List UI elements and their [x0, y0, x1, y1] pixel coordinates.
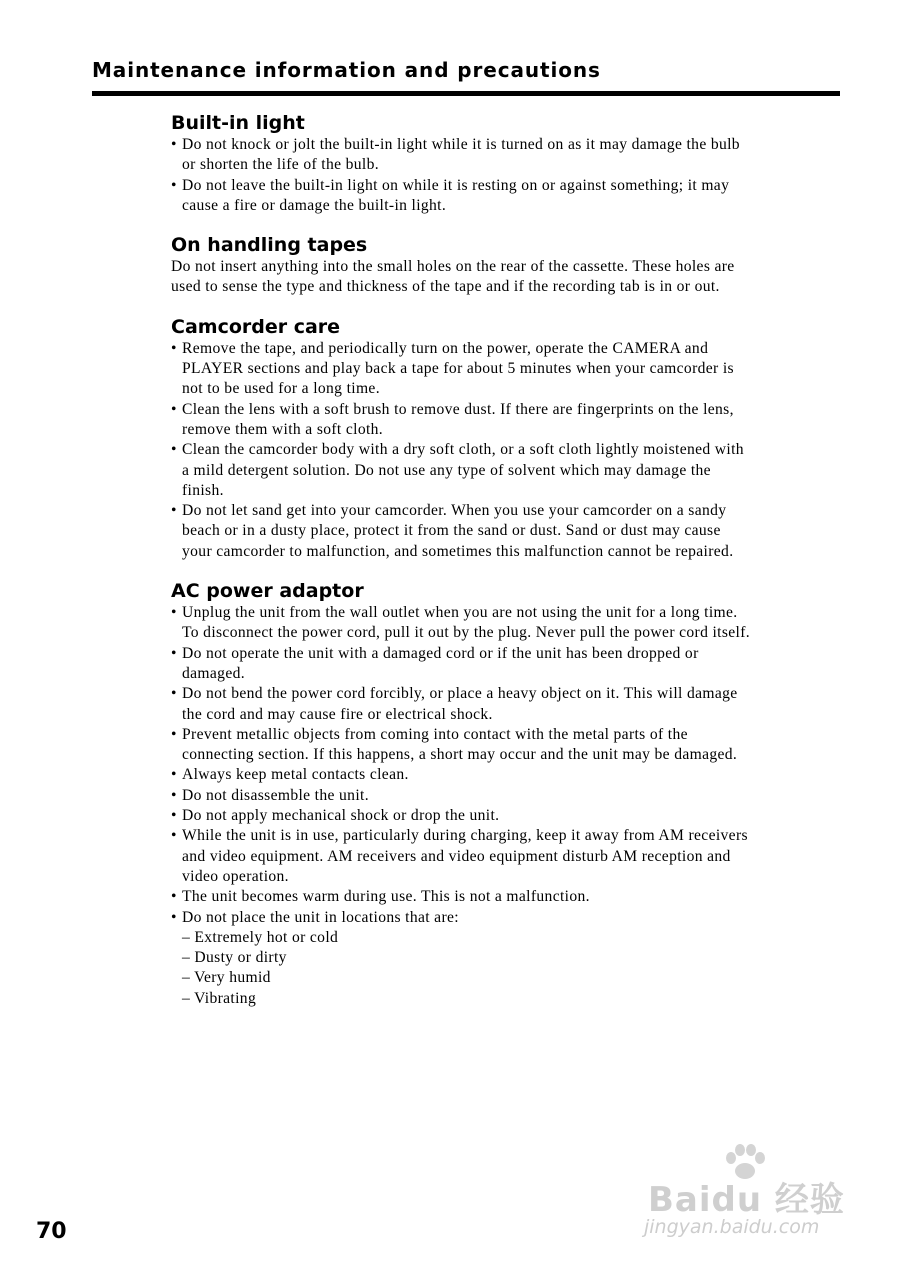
continuation-line: not to be used for a long time. — [182, 380, 380, 398]
continuation-line: connecting section. If this happens, a short may occur and the unit may be damaged. — [182, 746, 738, 764]
bullet-icon: • — [171, 807, 177, 825]
continuation-line: the cord and may cause fire or electrical shock. — [182, 705, 493, 723]
continuation-line: – Vibrating — [182, 989, 257, 1007]
section — [171, 579, 843, 1009]
bullet-item — [171, 440, 843, 460]
bullet-item — [171, 684, 843, 704]
bullet-icon: • — [171, 685, 177, 703]
bullet-icon: • — [171, 644, 177, 662]
bullet-item — [171, 501, 843, 521]
page-header-title: Maintenance information and precautions — [92, 58, 601, 82]
bullet-text: Always keep metal contacts clean. — [182, 766, 409, 784]
continuation-line: or shorten the life of the bulb. — [182, 156, 379, 174]
bullet-item — [171, 400, 843, 420]
bullet-icon: • — [171, 339, 177, 357]
continuation-line: and video equipment. AM receivers and video equipment disturb AM reception and — [182, 847, 731, 865]
bullet-item — [171, 135, 843, 155]
paragraph-line: used to sense the type and thickness of the tape and if the recording tab is in or out. — [171, 278, 720, 296]
bullet-item — [171, 725, 843, 745]
continuation-line: video operation. — [182, 867, 289, 885]
bullet-icon: • — [171, 827, 177, 845]
bullet-icon: • — [171, 908, 177, 926]
continuation-line: finish. — [182, 481, 224, 499]
bullet-text: Do not bend the power cord forcibly, or place a heavy object on it. This will damage — [182, 685, 738, 703]
bullet-text: While the unit is in use, particularly during charging, keep it away from AM receivers — [182, 827, 748, 845]
section-title: Built-in light — [171, 112, 305, 134]
bullet-icon: • — [171, 888, 177, 906]
bullet-text: The unit becomes warm during use. This is not a malfunction. — [182, 888, 590, 906]
continuation-line: a mild detergent solution. Do not use any type of solvent which may damage the — [182, 461, 711, 479]
section-title: On handling tapes — [171, 234, 368, 257]
bullet-text: Do not disassemble the unit. — [182, 786, 369, 804]
bullet-item — [171, 786, 843, 806]
watermark-url: jingyan.baidu.com — [644, 1216, 820, 1238]
bullet-item — [171, 826, 843, 846]
bullet-text: Do not knock or jolt the built-in light while it is turned on as it may damage the bulb — [182, 136, 740, 153]
section-title: Camcorder care — [171, 315, 341, 338]
bullet-text: Do not let sand get into your camcorder. When you use your camcorder on a sandy — [182, 502, 727, 520]
bullet-icon: • — [171, 502, 177, 520]
header-rule — [92, 91, 840, 96]
bullet-icon: • — [171, 441, 177, 459]
section — [171, 233, 843, 298]
bullet-item — [171, 176, 843, 196]
bullet-text: Do not operate the unit with a damaged cord or if the unit has been dropped or — [182, 644, 699, 662]
continuation-line: PLAYER sections and play back a tape for about 5 minutes when your camcorder is — [182, 360, 734, 378]
bullet-item — [171, 644, 843, 664]
section-title: AC power adaptor — [171, 580, 364, 603]
continuation-line: To disconnect the power cord, pull it out by the plug. Never pull the power cord itself. — [182, 624, 750, 642]
bullet-text: Remove the tape, and periodically turn on the power, operate the CAMERA and — [182, 339, 709, 357]
continuation-line: your camcorder to malfunction, and sometimes this malfunction cannot be repaired. — [182, 542, 734, 560]
bullet-icon: • — [171, 400, 177, 418]
bullet-icon: • — [171, 766, 177, 784]
bullet-text: Do not apply mechanical shock or drop the unit. — [182, 807, 500, 825]
continuation-line: cause a fire or damage the built-in light. — [182, 196, 447, 214]
bullet-text: Prevent metallic objects from coming into contact with the metal parts of the — [182, 725, 688, 743]
bullet-icon: • — [171, 786, 177, 804]
bullet-item — [171, 339, 843, 359]
section — [171, 315, 843, 562]
continuation-line: – Extremely hot or cold — [182, 928, 339, 946]
continuation-line: – Very humid — [182, 969, 271, 987]
continuation-line: remove them with a soft cloth. — [182, 420, 384, 438]
bullet-item — [171, 765, 843, 785]
page-number: 70 — [36, 1219, 67, 1244]
continuation-line: – Dusty or dirty — [182, 949, 287, 967]
continuation-line: beach or in a dusty place, protect it from the sand or dust. Sand or dust may cause — [182, 522, 721, 540]
bullet-text: Clean the lens with a soft brush to remove dust. If there are fingerprints on the lens, — [182, 400, 734, 418]
continuation-line: damaged. — [182, 664, 245, 682]
bullet-item — [171, 887, 843, 907]
bullet-item — [171, 603, 843, 623]
bullet-text: Do not leave the built-in light on while it is resting on or against something; it may — [182, 176, 730, 194]
bullet-icon: • — [171, 604, 177, 622]
document-body — [171, 111, 843, 1026]
bullet-text: Unplug the unit from the wall outlet when you are not using the unit for a long time. — [182, 604, 738, 622]
bullet-icon: • — [171, 176, 177, 194]
bullet-text: Clean the camcorder body with a dry soft cloth, or a soft cloth lightly moistened with — [182, 441, 744, 459]
bullet-item — [171, 908, 843, 928]
bullet-icon: • — [171, 725, 177, 743]
bullet-item — [171, 806, 843, 826]
bullet-text: Do not place the unit in locations that are: — [182, 908, 459, 926]
watermark — [640, 1140, 855, 1250]
paragraph-line: Do not insert anything into the small holes on the rear of the cassette. These holes are — [171, 258, 735, 276]
section — [171, 111, 843, 216]
watermark-logo: Baidu 经验 — [648, 1180, 845, 1220]
bullet-icon: • — [171, 136, 177, 153]
